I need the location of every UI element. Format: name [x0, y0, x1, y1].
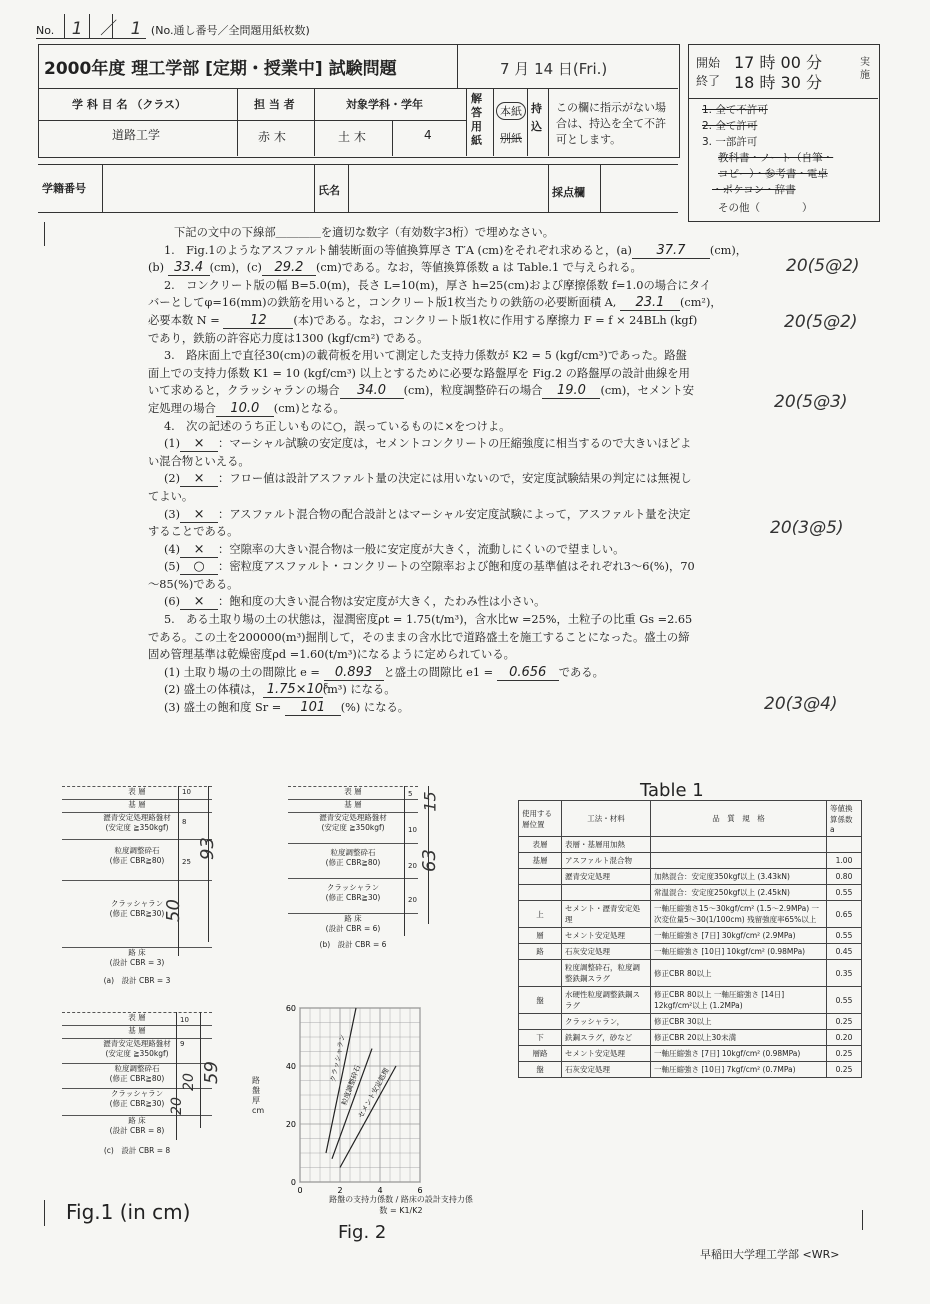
fig1-b-crush-text: クラッシャラン [326, 883, 380, 892]
q3-c-post: (cm)，セメント安 [600, 384, 695, 398]
fig1-caption: Fig.1 (in cm) [66, 1200, 191, 1224]
q4-3-mark: × [180, 508, 218, 523]
q5-a: 5. ある土取り場の土の状態は，湿潤密度ρt = 1.75(t/m³)，含水比w =25%，土粒子の比重 Gs =2.65 [164, 613, 693, 627]
fig1-a-bit-text: 瀝青安定処理路盤材 [103, 813, 171, 822]
fig1-b-first: 15 [420, 791, 440, 812]
fig2-xlabel: 路盤の支持力係数 / 路床の設計支持力係数 = K1/K2 [329, 1195, 473, 1215]
q4-5-text: ：密粒度アスファルト・コンクリートの空隙率および飽和度の基準値はそれぞれ3～6(%)，70 [218, 560, 695, 574]
q5-c: 固め管理基準は乾燥密度ρd =1.60(t/m³)になるように定められている。 [148, 648, 515, 662]
table1 [518, 800, 862, 1078]
fig1-a-base: 基 層 [62, 799, 212, 812]
table1-cell-method: 瀝青安定処理 [562, 869, 651, 885]
table1-cell-place [519, 869, 562, 885]
jisshi-label: 実施 [860, 57, 870, 81]
subject-value: 道路工学 [112, 128, 161, 142]
score-q1: 20(5@2) [786, 256, 860, 276]
q1-b-answer: 33.4 [168, 261, 210, 276]
q4-3-num: (3) [164, 507, 181, 521]
fig2-ytick: 40 [285, 1062, 296, 1071]
q1-a-answer: 37.7 [632, 244, 710, 259]
q3-d-pre: 定処理の場合 [148, 401, 216, 415]
fig1-a-sub-text: 路 床 [128, 948, 146, 957]
fig1-b-agg [288, 843, 418, 878]
q5-1-pre: (1) 土取り場の土の間隙比 e = [164, 665, 320, 679]
table1-cell-place: 表層 [519, 837, 562, 853]
fig1-c-sub-text: 路 床 [128, 1116, 146, 1125]
fig1-c-bit-text: 瀝青安定処理路盤材 [103, 1039, 171, 1048]
fig1-b-t20b: 20 [408, 896, 417, 904]
fig2-series-label: クラッシャラン [329, 1033, 347, 1083]
question-body [148, 224, 748, 717]
table1-cell-method: アスファルト混合物 [562, 853, 651, 869]
answer-sheet-opt1: 本紙 [496, 102, 526, 120]
fig1-b-t5: 5 [408, 790, 413, 798]
fig2-series-label: セメント安定処理 [356, 1066, 391, 1120]
table1-cell-method: 水硬性粒度調整鉄鋼スラグ [562, 987, 651, 1014]
fig1-a-sub [62, 947, 212, 968]
q4-5-num: (5) [164, 560, 181, 574]
table1-h-spec: 品 質 規 格 [651, 801, 827, 837]
fig1-a-agg-text2: (修正 CBR≧80) [109, 856, 165, 865]
table1-row [519, 1014, 862, 1030]
q4-1-num: (1) [164, 437, 181, 451]
table1-row [519, 928, 862, 944]
exam-date: 7 月 14 日(Fri.) [500, 60, 608, 78]
q3-answer-3: 10.0 [216, 402, 274, 417]
carry-note: この欄に指示がない場合は、持込を全て不許可とします。 [556, 101, 666, 146]
q2-unit-1: (cm²)， [679, 296, 722, 310]
q4-6-text: ：飽和度の大きい混合物は安定度が大きく，たわみ性は小さい。 [218, 595, 546, 609]
table1-cell-place: 層 [519, 928, 562, 944]
table1-cell-spec: 修正CBR 80以上 一軸圧縮強さ [14日] 12kgf/cm²以上 (1.2MPa) [651, 987, 827, 1014]
name-label: 氏名 [318, 184, 340, 197]
fig1-c-bit [62, 1038, 212, 1063]
q5-1-answer-2: 0.656 [497, 666, 559, 681]
table1-cell-place: 盤 [519, 987, 562, 1014]
target-dept: 土 木 [338, 130, 366, 144]
table1-cell-coef: 0.20 [827, 1030, 862, 1046]
table1-cell-spec [651, 853, 827, 869]
fig2-xtick: 6 [417, 1186, 423, 1195]
table1-cell-coef: 0.25 [827, 1046, 862, 1062]
fig1-a-crush [62, 880, 212, 947]
fig1-b-sub [288, 913, 418, 934]
start-label: 開始 [696, 56, 721, 70]
subject-label: 学 科 目 名 （クラス） [72, 98, 186, 111]
fig1-c-agg-text2: (修正 CBR≧80) [109, 1074, 165, 1083]
q1-c-answer: 29.2 [262, 261, 316, 276]
table1-row [519, 1030, 862, 1046]
table1-row [519, 901, 862, 928]
q5-1-answer: 0.893 [324, 666, 384, 681]
table1-title: Table 1 [640, 780, 704, 801]
fig1-b-bit [288, 812, 418, 843]
table1-cell-coef: 0.55 [827, 885, 862, 901]
fig1-b-crush-text2: (修正 CBR≧30) [325, 893, 381, 902]
fig1-b-surface: 表 層 [288, 786, 418, 799]
table1-cell-method: 石灰安定処理 [562, 1062, 651, 1078]
table1-cell-spec: 修正CBR 20以上30未満 [651, 1030, 827, 1046]
fig1-a-t8: 8 [182, 818, 187, 826]
q4-1-text2: い混合物といえる。 [148, 454, 250, 468]
q4-intro: 4. 次の記述のうち正しいものに○，誤っているものに×をつけよ。 [164, 419, 511, 433]
q3-answer-1: 34.0 [340, 384, 404, 399]
perm-1: 1. 全て不許可 [702, 104, 768, 116]
q3-a: 3. 路床面上で直径30(cm)の載荷板を用いて測定した支持力係数が K2 = 5 (kgf/cm³)であった。路盤 [164, 349, 687, 363]
table1-cell-coef: 0.55 [827, 928, 862, 944]
teacher-value: 赤 木 [258, 130, 286, 144]
fig1-b-sub-text: 路 床 [344, 914, 362, 923]
q2-answer-1: 23.1 [620, 296, 680, 311]
table1-row [519, 853, 862, 869]
table1-cell-spec: 修正CBR 30以上 [651, 1014, 827, 1030]
fig1-b-bit-text2: (安定度 ≧350kgf) [321, 823, 385, 832]
table1-cell-coef: 0.25 [827, 1014, 862, 1030]
table1-cell-method: 石灰安定処理 [562, 944, 651, 960]
q4-1-text: ：マーシャル試験の安定度は，セメントコンクリートの圧縮強度に相当するので大きいほどよ [218, 437, 692, 451]
q1-c-post: (cm)である。なお，等値換算係数 a は Table.1 で与えられる。 [315, 261, 642, 275]
fig1-a-crush-text: クラッシャラン [110, 899, 164, 908]
fig1-b-label: (b) 設計 CBR = 6 [319, 940, 387, 949]
q1-a: 1. Fig.1のようなアスファルト舗装断面の等値換算厚さ T′A (cm)をそれぞれ求めると，(a) [164, 243, 632, 257]
no-note: (No.通し番号／全問題用紙枚数) [150, 24, 310, 37]
target-year: 4 [424, 128, 432, 142]
intro: 下記の文中の下線部＿＿＿＿を適切な数字（有効数字3桁）で埋めなさい。 [174, 226, 554, 239]
table1-cell-place: 上 [519, 901, 562, 928]
q4-2-text2: てよい。 [148, 489, 194, 503]
end-time: 18 時 30 分 [734, 73, 822, 92]
student-no-label: 学籍番号 [42, 182, 86, 195]
q4-6-mark: × [180, 595, 218, 610]
fig1-b-agg-text: 粒度調整砕石 [330, 848, 376, 857]
q3-b: 面上での支持力係数 K1 = 10 (kgf/cm³) 以上とするために必要な路盤厚を Fig.2 の路盤厚の設計曲線を用 [148, 366, 690, 380]
fig1-c-bit-text2: (安定度 ≧350kgf) [105, 1049, 169, 1058]
table1-cell-place: 基層 [519, 853, 562, 869]
fig1-a-surface: 表 層 [62, 786, 212, 799]
q5-b: である。この土を200000(m³)掘削して，そのままの含水比で道路盛土を施工することになった。盛土の締 [148, 630, 690, 644]
fig1-b-crush [288, 878, 418, 913]
carry-label: 持込 [531, 102, 542, 133]
fig1-c-sub-text2: (設計 CBR = 8) [109, 1126, 165, 1135]
fig2-title: Fig. 2 [338, 1222, 387, 1243]
q5-2-post: (m³) になる。 [322, 683, 396, 697]
fig1-c-agg-text: 粒度調整砕石 [114, 1064, 160, 1073]
table1-cell-coef: 0.55 [827, 987, 862, 1014]
q5-3-pre: (3) 盛土の飽和度 Sr = [164, 701, 282, 715]
table1-h-method: 工法・材料 [562, 801, 651, 837]
table1-cell-place [519, 885, 562, 901]
fig1-c-label: (c) 設計 CBR = 8 [103, 1146, 171, 1155]
score-q5: 20(3@4) [764, 694, 838, 714]
footer: 早稲田大学理工学部 <WR> [700, 1248, 840, 1261]
q4-6-num: (6) [164, 595, 181, 609]
fig1-a-t10: 10 [182, 788, 191, 796]
exam-title: 2000年度 理工学部 [定期・授業中] 試験問題 [44, 59, 397, 79]
score-q4: 20(3@5) [770, 518, 844, 538]
q4-4-text: ：空隙率の大きい混合物は一般に安定度が大きく，流動しにくいので望ましい。 [218, 542, 625, 556]
table1-cell-method: 鉄鋼スラグ，砂など [562, 1030, 651, 1046]
table1-row [519, 960, 862, 987]
perm-items-3: ・ポケコン・辞書 [712, 184, 796, 196]
fig1-c-crush-text2: (修正 CBR≧30) [109, 1099, 165, 1108]
q5-1-post: である。 [558, 665, 604, 679]
q1-b-label: (b) [148, 261, 165, 275]
target-label: 対象学科・学年 [346, 98, 423, 111]
table1-cell-place [519, 960, 562, 987]
fig1-a-crush-text2: (修正 CBR≧30) [109, 909, 165, 918]
fig1-a-t25: 25 [182, 858, 191, 866]
fig2-xtick: 4 [377, 1186, 383, 1195]
score-q2: 20(5@2) [784, 312, 858, 332]
q3-c-pre: いて求めると，クラッシャランの場合 [148, 384, 340, 398]
table1-cell-place: 下 [519, 1030, 562, 1046]
table1-cell-place: 盤 [519, 1062, 562, 1078]
fig1-c-t9: 9 [180, 1040, 185, 1048]
start-time: 17 時 00 分 [734, 53, 822, 72]
q4-5-text2: ～85(%)である。 [148, 577, 239, 591]
table1-cell-method [562, 885, 651, 901]
fig1-a-total: 93 [196, 837, 218, 860]
grading-label: 採点欄 [552, 186, 585, 199]
q4-3-text2: することである。 [148, 525, 239, 539]
fig2-ytick: 60 [285, 1004, 296, 1013]
fig1-b-t20: 20 [408, 862, 417, 870]
score-q3: 20(5@3) [774, 392, 848, 412]
fig1-a-agg-text: 粒度調整砕石 [114, 846, 160, 855]
table1-cell-spec: 一軸圧縮強さ15～30kgf/cm² (1.5～2.9MPa) 一次変位量5～30(1/100cm) 残留強度率65%以上 [651, 901, 827, 928]
q4-2-num: (2) [164, 472, 181, 486]
table1-row [519, 885, 862, 901]
fig1-a-label: (a) 設計 CBR = 3 [103, 976, 171, 985]
no-label: No. [36, 24, 55, 37]
table1-cell-spec: 修正CBR 80以上 [651, 960, 827, 987]
q2-answer-2: 12 [223, 314, 293, 329]
q4-5-mark: ○ [180, 560, 218, 575]
table1-cell-method: クラッシャラン， [562, 1014, 651, 1030]
table1-row [519, 1046, 862, 1062]
fig1-c-crush-text: クラッシャラン [110, 1089, 164, 1098]
table1-cell-coef: 0.35 [827, 960, 862, 987]
table1-row [519, 944, 862, 960]
table1-cell-spec: 一軸圧縮強さ [10日] 10kgf/cm² (0.98MPa) [651, 944, 827, 960]
table1-cell-method: セメント安定処理 [562, 1046, 651, 1062]
table1-row [519, 837, 862, 853]
table1-h-place: 使用する層位置 [519, 801, 562, 837]
q5-2-pre: (2) 盛土の体積は， [164, 683, 263, 697]
q3-c-mid: (cm)，粒度調整砕石の場合 [403, 384, 543, 398]
answer-sheet-label: 解答用紙 [471, 92, 482, 147]
q4-3-text: ：アスファルト混合物の配合設計とはマーシャル安定度試験によって，アスファルト量を決定 [218, 507, 691, 521]
fig1-a [62, 786, 212, 986]
q2-c-post: (本)である。なお，コンクリート版1枚に作用する摩擦力 F = f × 24BLh (kgf) [293, 313, 698, 327]
table1-cell-coef: 1.00 [827, 853, 862, 869]
q4-1-mark: × [180, 437, 218, 452]
fig1-b [288, 786, 418, 950]
table1-cell-coef [827, 837, 862, 853]
fig1-c-agg-depth: 20 [180, 1073, 197, 1091]
end-label: 終了 [696, 74, 721, 88]
fig1-b-base: 基 層 [288, 799, 418, 812]
q5-1-mid: と盛土の間隙比 e1 = [383, 665, 494, 679]
table1-cell-place: 層路 [519, 1046, 562, 1062]
fig2-ylabel: 路盤厚 cm [252, 1076, 265, 1115]
table1-cell-coef: 0.65 [827, 901, 862, 928]
perm-2: 2. 全て許可 [702, 120, 758, 132]
fig1-c-sub [62, 1115, 212, 1136]
q1-c-pre: (cm)，(c) [209, 261, 262, 275]
q5-2-answer: 1.75×10⁵ [263, 683, 323, 698]
fig1-b-agg-text2: (修正 CBR≧80) [325, 858, 381, 867]
fig2-ytick: 0 [290, 1178, 296, 1187]
table1-cell-spec: 一軸圧縮強さ [7日] 30kgf/cm² (2.9MPa) [651, 928, 827, 944]
exam-no-row: No. 1 ／ 1 (No.通し番号／全問題用紙枚数) [36, 19, 310, 39]
fig2-series-label: 粒度調整砕石 [340, 1064, 363, 1107]
q1-unit: (cm)， [709, 243, 748, 257]
fig1-b-t10: 10 [408, 826, 417, 834]
fig1-c-t10: 10 [180, 1016, 189, 1024]
table1-cell-coef: 0.25 [827, 1062, 862, 1078]
q4-2-text: ：フロー値は設計アスファルト量の決定には用いないので，安定度試験結果の判定には無視し [218, 472, 692, 486]
q4-2-mark: × [180, 472, 218, 487]
fig2-xtick: 2 [337, 1186, 343, 1195]
q5-3-post: (%) になる。 [340, 701, 410, 715]
table1-cell-coef: 0.80 [827, 869, 862, 885]
fig1-c-surface: 表 層 [62, 1012, 212, 1025]
q3-answer-2: 19.0 [542, 384, 600, 399]
fig1-b-sub-text2: (設計 CBR = 6) [325, 924, 381, 933]
q5-3-answer: 101 [285, 701, 341, 716]
fig1-a-bit-text2: (安定度 ≧350kgf) [105, 823, 169, 832]
perm-other: その他（ ） [718, 202, 813, 214]
perm-3: 3. 一部許可 [702, 136, 758, 148]
q2-a: 2. コンクリート版の幅 B=5.0(m)，長さ L=10(m)，厚さ h=25(cm)および摩擦係数 f=1.0の場合にタイ [164, 278, 712, 292]
table1-cell-spec [651, 837, 827, 853]
q2-b: バーとしてφ=16(mm)の鉄筋を用いると，コンクリート版1枚当たりの鉄筋の必要断面積 A, [148, 296, 617, 310]
table1-cell-method: セメント安定処理 [562, 928, 651, 944]
perm-items-1: 教科書・ノート（自筆・ [718, 152, 834, 164]
fig1-a-bit [62, 812, 212, 839]
table1-cell-spec: 常温混合：安定度250kgf以上 (2.45kN) [651, 885, 827, 901]
table1-cell-place [519, 1014, 562, 1030]
fig1-a-crush-depth: 50 [162, 899, 184, 922]
q2-d: であり，鉄筋の許容応力度は1300 (kgf/cm²) である。 [148, 331, 429, 345]
fig1-c-total: 59 [200, 1061, 222, 1084]
q4-4-mark: × [180, 543, 218, 558]
fig1-c-base: 基 層 [62, 1025, 212, 1038]
fig1-b-bit-text: 瀝青安定処理路盤材 [319, 813, 387, 822]
q4-4-num: (4) [164, 542, 181, 556]
table1-row [519, 869, 862, 885]
no-value: 1 [71, 19, 83, 39]
no-total: 1 [130, 19, 142, 39]
fig2-ytick: 20 [285, 1120, 296, 1129]
answer-sheet-opt2: 別紙 [500, 132, 522, 145]
fig2-xtick: 0 [297, 1186, 303, 1195]
table1-cell-method: 表層・基層用加熱 [562, 837, 651, 853]
table1-cell-spec: 加熱混合：安定度350kgf以上 (3.43kN) [651, 869, 827, 885]
q2-c-pre: 必要本数 N = [148, 313, 220, 327]
teacher-label: 担 当 者 [254, 98, 295, 111]
table1-h-coef: 等値換算係数 a [827, 801, 862, 837]
table1-cell-spec: 一軸圧縮強さ [7日] 10kgf/cm² (0.98MPa) [651, 1046, 827, 1062]
fig1-c-crush-depth: 20 [168, 1097, 185, 1115]
q3-d-post: (cm)となる。 [273, 401, 345, 415]
fig1-c-crush [62, 1088, 212, 1115]
table1-row [519, 1062, 862, 1078]
table1-cell-coef: 0.45 [827, 944, 862, 960]
table1-cell-method: セメント・瀝青安定処理 [562, 901, 651, 928]
table1-cell-method: 粒度調整砕石，粒度調整鉄鋼スラグ [562, 960, 651, 987]
table1-cell-place: 路 [519, 944, 562, 960]
table1-cell-spec: 一軸圧縮強さ [10日] 7kgf/cm² (0.7MPa) [651, 1062, 827, 1078]
fig1-b-total: 63 [418, 849, 440, 872]
perm-items-2: コピー）・参考書・電卓 [718, 168, 828, 180]
table1-row [519, 987, 862, 1014]
fig1-a-sub-text2: (設計 CBR = 3) [109, 958, 165, 967]
